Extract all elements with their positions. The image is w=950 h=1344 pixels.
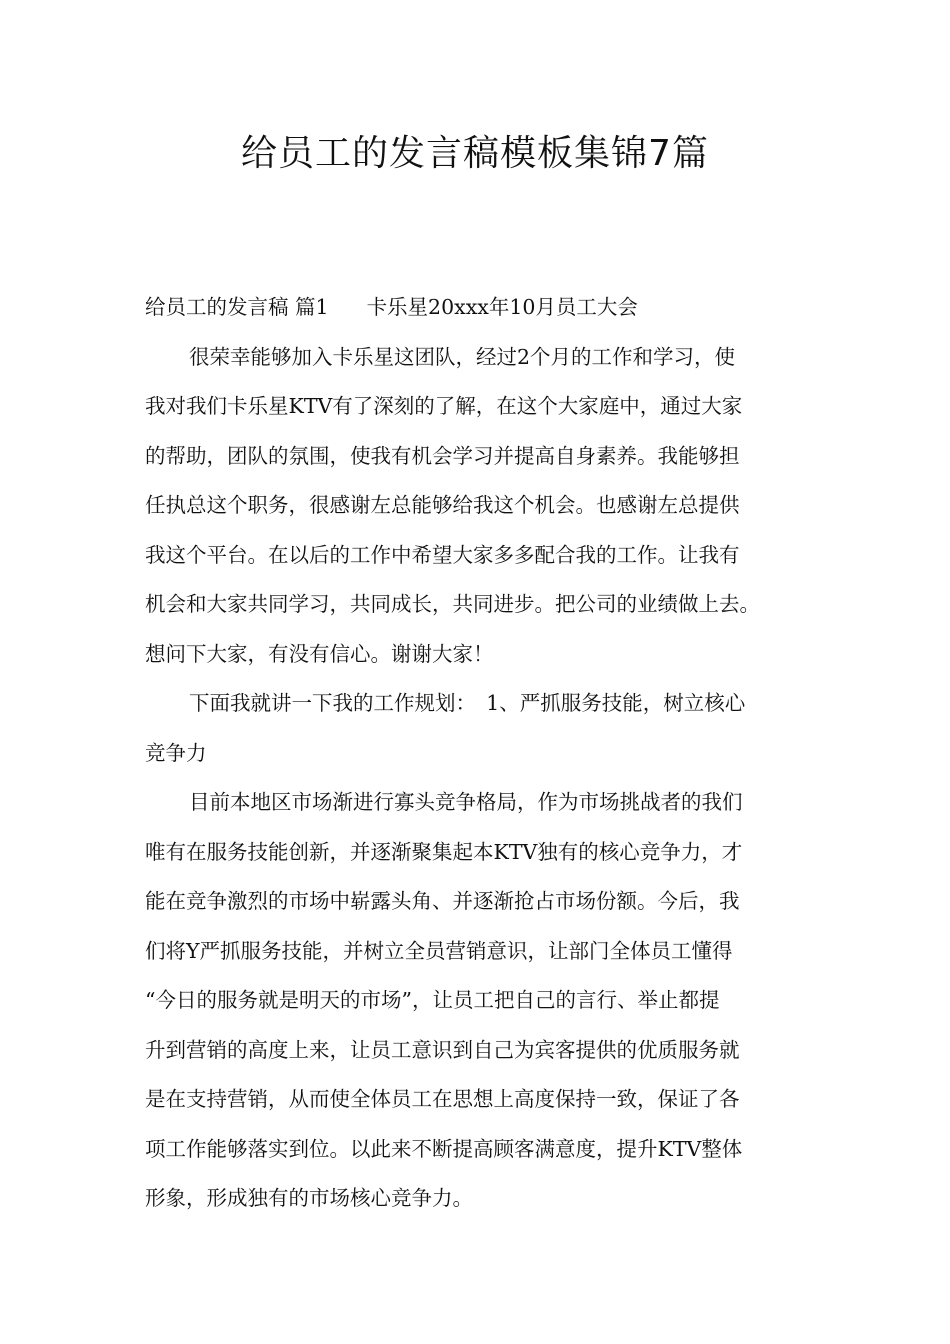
text-line: 们将Y严抓服务技能，并树立全员营销意识，让部门全体员工懂得: [145, 938, 733, 963]
text-line: 目前本地区市场渐进行寡头竞争格局，作为市场挑战者的我们: [189, 790, 743, 814]
text-line: 竞争力: [145, 740, 207, 765]
section-heading-subtitle: 卡乐星20xxx年10月员工大会: [366, 295, 638, 319]
document-body: [145, 283, 810, 1224]
text-line: 是在支持营销，从而使全体员工在思想上高度保持一致，保证了各: [145, 1087, 740, 1111]
body-lines: [145, 333, 810, 1224]
text-line: 项工作能够落实到位。以此来不断提高顾客满意度，提升KTV整体: [145, 1136, 743, 1161]
text-line: 的帮助，团队的氛围，使我有机会学习并提高自身素养。我能够担: [145, 443, 740, 468]
text-line: 想问下大家，有没有信心。谢谢大家！: [145, 641, 494, 666]
text-line: 机会和大家共同学习，共同成长，共同进步。把公司的业绩做上去。: [145, 592, 760, 616]
text-line: 唯有在服务技能创新，并逐渐聚集起本KTV独有的核心竞争力，才: [145, 839, 743, 864]
text-line: “今日的服务就是明天的市场”，让员工把自己的言行、举止都提: [145, 988, 720, 1012]
document-title: 给员工的发言稿模板集锦7篇: [241, 133, 709, 174]
section-heading-label: 给员工的发言稿 篇1: [145, 295, 329, 319]
text-line: 我这个平台。在以后的工作中希望大家多多配合我的工作。让我有: [145, 542, 740, 567]
text-line: 任执总这个职务，很感谢左总能够给我这个机会。也感谢左总提供: [145, 493, 740, 517]
text-line: 升到营销的高度上来，让员工意识到自己为宾客提供的优质服务就: [145, 1037, 740, 1062]
text-line: 能在竞争激烈的市场中崭露头角、并逐渐抢占市场份额。今后，我: [145, 889, 740, 913]
section-heading: [145, 283, 810, 333]
text-line: 形象，形成独有的市场核心竞争力。: [145, 1186, 473, 1210]
text-line: 我对我们卡乐星KTV有了深刻的了解，在这个大家庭中，通过大家: [145, 394, 743, 418]
text-line: 很荣幸能够加入卡乐星这团队，经过2个月的工作和学习，使: [189, 344, 736, 369]
text-line: 下面我就讲一下我的工作规划： 1、严抓服务技能，树立核心: [189, 691, 746, 715]
